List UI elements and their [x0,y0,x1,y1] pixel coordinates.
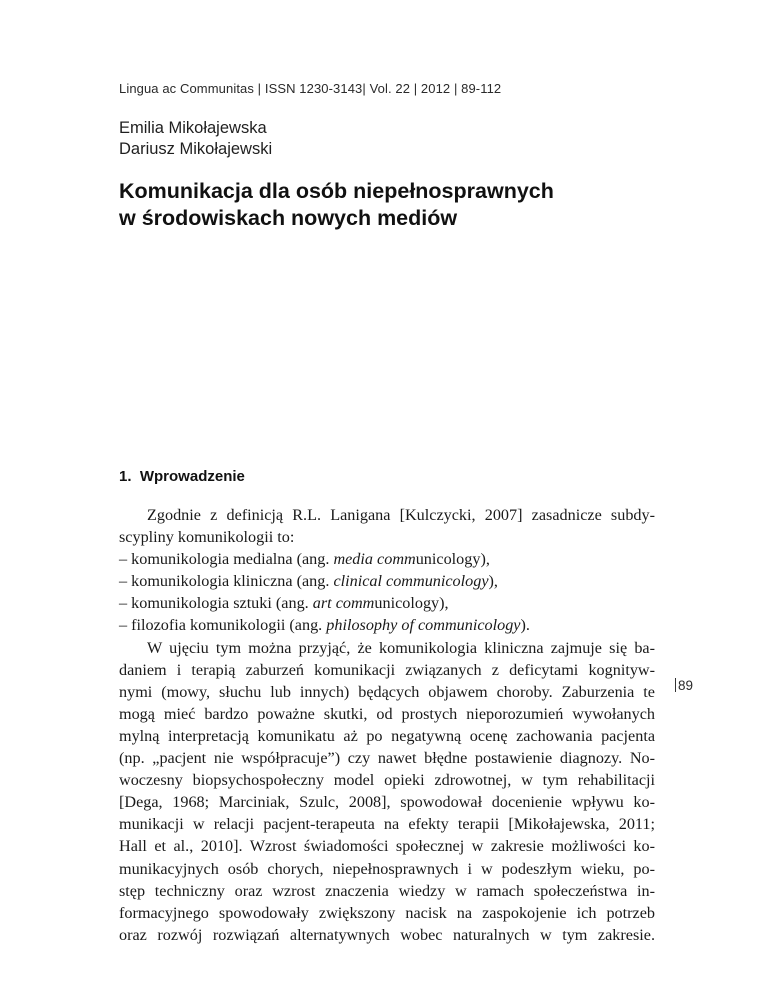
text-line: scypliny komunikologii to: [119,528,295,547]
text-line: [Dega, 1968; Marciniak, Szulc, 2008], spowodował docenienie wpływu ko- [119,793,655,812]
journal-header: Lingua ac Communitas | ISSN 1230-3143| Vol. 22 | 2012 | 89-112 [119,81,502,96]
list-item: – komunikologia kliniczna (ang. clinical communicology), [119,572,498,591]
list-item: – komunikologia medialna (ang. media communicology), [119,550,490,569]
author-name: Dariusz Mikołajewski [119,140,273,158]
list-item: – filozofia komunikologii (ang. philosophy of communicology). [119,616,530,635]
section-heading [119,468,245,485]
text-line: formacyjnego spowodowały zwiększony nacisk na zaspokojenie ich potrzeb [119,903,655,922]
text-line: munikacyjnych osób chorych, niepełnosprawnych i w podeszłym wieku, po- [119,859,655,878]
page-number-rule [675,678,676,692]
text-line: nymi (mowy, słuchu lub innych) będących objawem choroby. Zaburzenia te [119,682,655,701]
author-name: Emilia Mikołajewska [119,119,267,137]
list-item: – komunikologia sztuki (ang. art communicology), [119,594,449,613]
title-line: Komunikacja dla osób niepełnosprawnych [119,179,554,203]
body-text [119,504,655,946]
article-title [119,178,554,232]
text-line: oraz rozwój rozwiązań alternatywnych wobec naturalnych w tym zakresie. [119,925,655,944]
page-number: 89 [675,678,693,693]
section-title: Wprowadzenie [139,468,245,485]
author-list [119,118,272,160]
text-line: stęp techniczny oraz wzrost znaczenia wiedzy w ramach społeczeństwa in- [119,881,655,900]
text-line: woczesny biopsychospołeczny model opieki zdrowotnej, w tym rehabilitacji [119,771,655,790]
text-line: Zgodnie z definicją R.L. Lanigana [Kulczycki, 2007] zasadnicze subdy- [147,506,655,524]
text-line: Hall et al., 2010]. Wzrost świadomości społecznej w zakresie możliwości ko- [119,837,655,856]
title-line: w środowiskach nowych mediów [119,206,458,230]
text-line: mogą mieć bardzo poważne skutki, od prostych nieporozumień wywołanych [119,704,655,723]
text-line: mylną interpretacją komunikatu aż po negatywną ocenę zachowania pacjenta [119,726,655,745]
section-number: 1. [119,468,132,485]
text-line: daniem i terapią zaburzeń komunikacji związanych z deficytami kognityw- [119,660,655,679]
text-line: munikacji w relacji pacjent-terapeuta na efekty terapii [Mikołajewska, 2011; [119,815,655,834]
text-line: W ujęciu tym można przyjąć, że komunikologia kliniczna zajmuje się ba- [147,638,655,657]
text-line: (np. „pacjent nie współpracuje”) czy nawet błędne postawienie diagnozy. No- [119,749,655,768]
